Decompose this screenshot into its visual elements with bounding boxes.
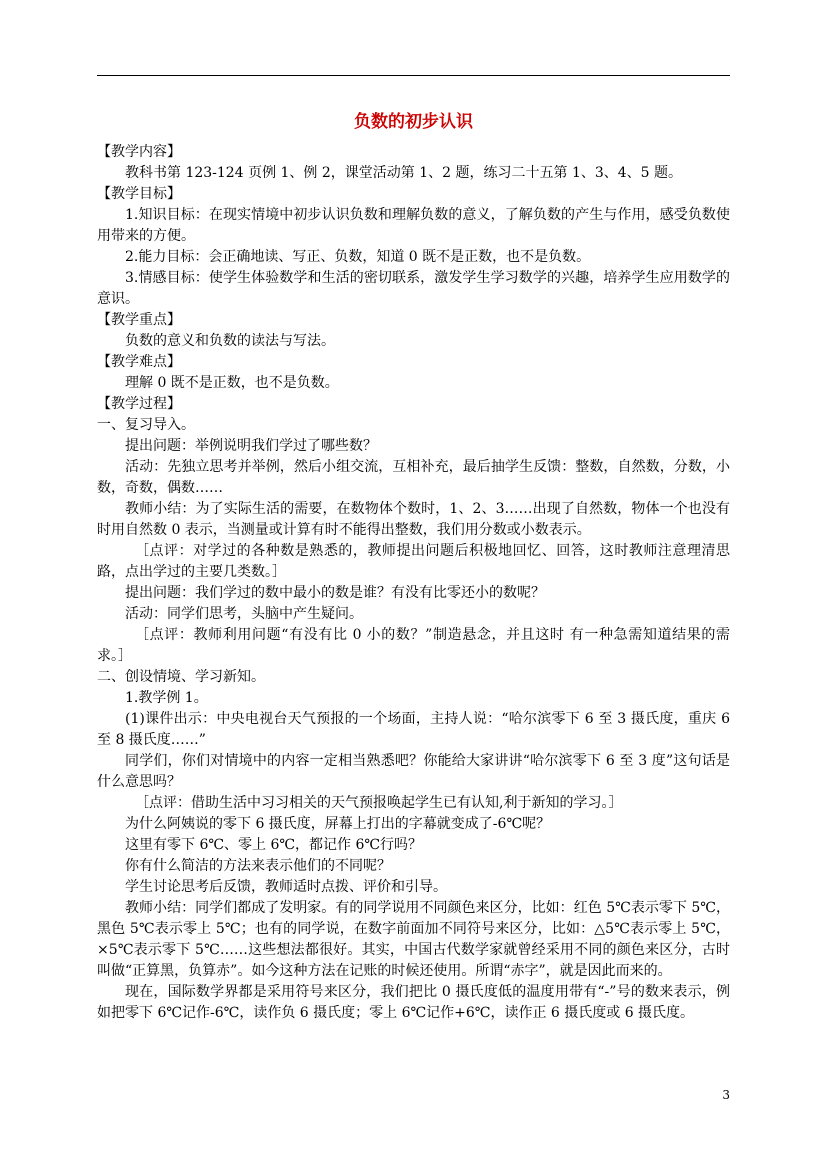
comment-paragraph: ［点评：教师利用问题“有没有比 0 小的数？”制造悬念，并且这时 有一种急需知道结果的需求。］ <box>97 627 730 664</box>
body-paragraph: (1)课件出示：中央电视台天气预报的一个场面，主持人说：“哈尔滨零下 6 至 3 摄氏度，重庆 6 至 8 摄氏度……” <box>97 711 730 748</box>
body-paragraph: 理解 0 既不是正数，也不是负数。 <box>125 375 339 391</box>
body-paragraph: 教师小结：为了实际生活的需要，在数物体个数时，1、2、3……出现了自然数，物体一个也没有时用自然数 0 表示，当测量或计算有时不能得出整数，我们用分数或小数表示。 <box>97 501 730 538</box>
document-body <box>97 142 730 1024</box>
body-paragraph: 现在，国际数学界都是采用符号来区分，我们把比 0 摄氏度低的温度用带有“-”号的数来表示，例如把零下 6℃记作-6℃，读作负 6 摄氏度；零上 6℃记作+6℃，读作正 6 摄氏度或 6 摄氏度。 <box>97 984 730 1021</box>
body-paragraph: 为什么阿姨说的零下 6 摄氏度，屏幕上打出的字幕就变成了-6℃呢？ <box>125 816 551 832</box>
body-paragraph: 你有什么简洁的方法来表示他们的不同呢？ <box>125 858 391 874</box>
section-heading: 【教学难点】 <box>97 354 181 370</box>
body-paragraph: 3.情感目标：使学生体验数学和生活的密切联系，激发学生学习数学的兴趣，培养学生应用数学的意识。 <box>97 270 730 307</box>
body-paragraph: 教师小结：同学们都成了发明家。有的同学说用不同颜色来区分，比如：红色 5℃表示零下 5℃，黑色 5℃表示零上 5℃；也有的同学说，在数字前面加不同符号来区分，比如：△5℃表示零上 5℃，×5℃表示零下 5℃……这些想法都很好。其实，中国古代数学家就曾经采用不同的颜色来区分，古时叫做“正算黑，负算赤”。如今这种方法在记账的时候还使用。所谓“赤字”，就是因此而来的。 <box>97 900 730 979</box>
body-paragraph: 同学们，你们对情境中的内容一定相当熟悉吧？你能给大家讲讲“哈尔滨零下 6 至 3 度”这句话是什么意思吗？ <box>97 753 730 790</box>
section-heading: 【教学内容】 <box>97 144 181 160</box>
section-heading: 【教学目标】 <box>97 186 181 202</box>
body-paragraph: 提出问题：举例说明我们学过了哪些数？ <box>125 438 377 454</box>
body-paragraph: 活动：先独立思考并举例，然后小组交流，互相补充，最后抽学生反馈：整数，自然数，分数，小数，奇数，偶数…… <box>97 459 730 496</box>
header-rule <box>97 75 730 76</box>
body-paragraph: 提出问题：我们学过的数中最小的数是谁？有没有比零还小的数呢？ <box>125 585 545 601</box>
section-heading: 【教学重点】 <box>97 312 181 328</box>
body-paragraph: 2.能力目标：会正确地读、写正、负数，知道 0 既不是正数，也不是负数。 <box>125 249 591 265</box>
section-heading: 【教学过程】 <box>97 396 181 412</box>
part-heading: 二、创设情境、学习新知。 <box>97 669 265 685</box>
body-paragraph: 活动：同学们思考，头脑中产生疑问。 <box>125 606 363 622</box>
body-paragraph: 1.知识目标：在现实情境中初步认识负数和理解负数的意义，了解负数的产生与作用，感受负数使用带来的方便。 <box>97 207 730 244</box>
comment-paragraph: ［点评：借助生活中习习相关的天气预报唤起学生已有认知,利于新知的学习。］ <box>135 795 623 811</box>
part-heading: 一、复习导入。 <box>97 417 195 433</box>
body-paragraph: 1.教学例 1。 <box>125 690 208 706</box>
comment-paragraph: ［点评：对学过的各种数是熟悉的，教师提出问题后积极地回忆、回答，这时教师注意理清思路，点出学过的主要几类数。］ <box>97 543 730 580</box>
body-paragraph: 教科书第 123-124 页例 1、例 2，课堂活动第 1、2 题，练习二十五第 1、3、4、5 题。 <box>125 165 683 181</box>
body-paragraph: 这里有零下 6℃、零上 6℃，都记作 6℃行吗？ <box>125 837 423 853</box>
page-number: 3 <box>722 1088 730 1102</box>
body-paragraph: 学生讨论思考后反馈，教师适时点拨、评价和引导。 <box>125 879 447 895</box>
document-title: 负数的初步认识 <box>354 112 473 132</box>
body-paragraph: 负数的意义和负数的读法与写法。 <box>125 333 335 349</box>
